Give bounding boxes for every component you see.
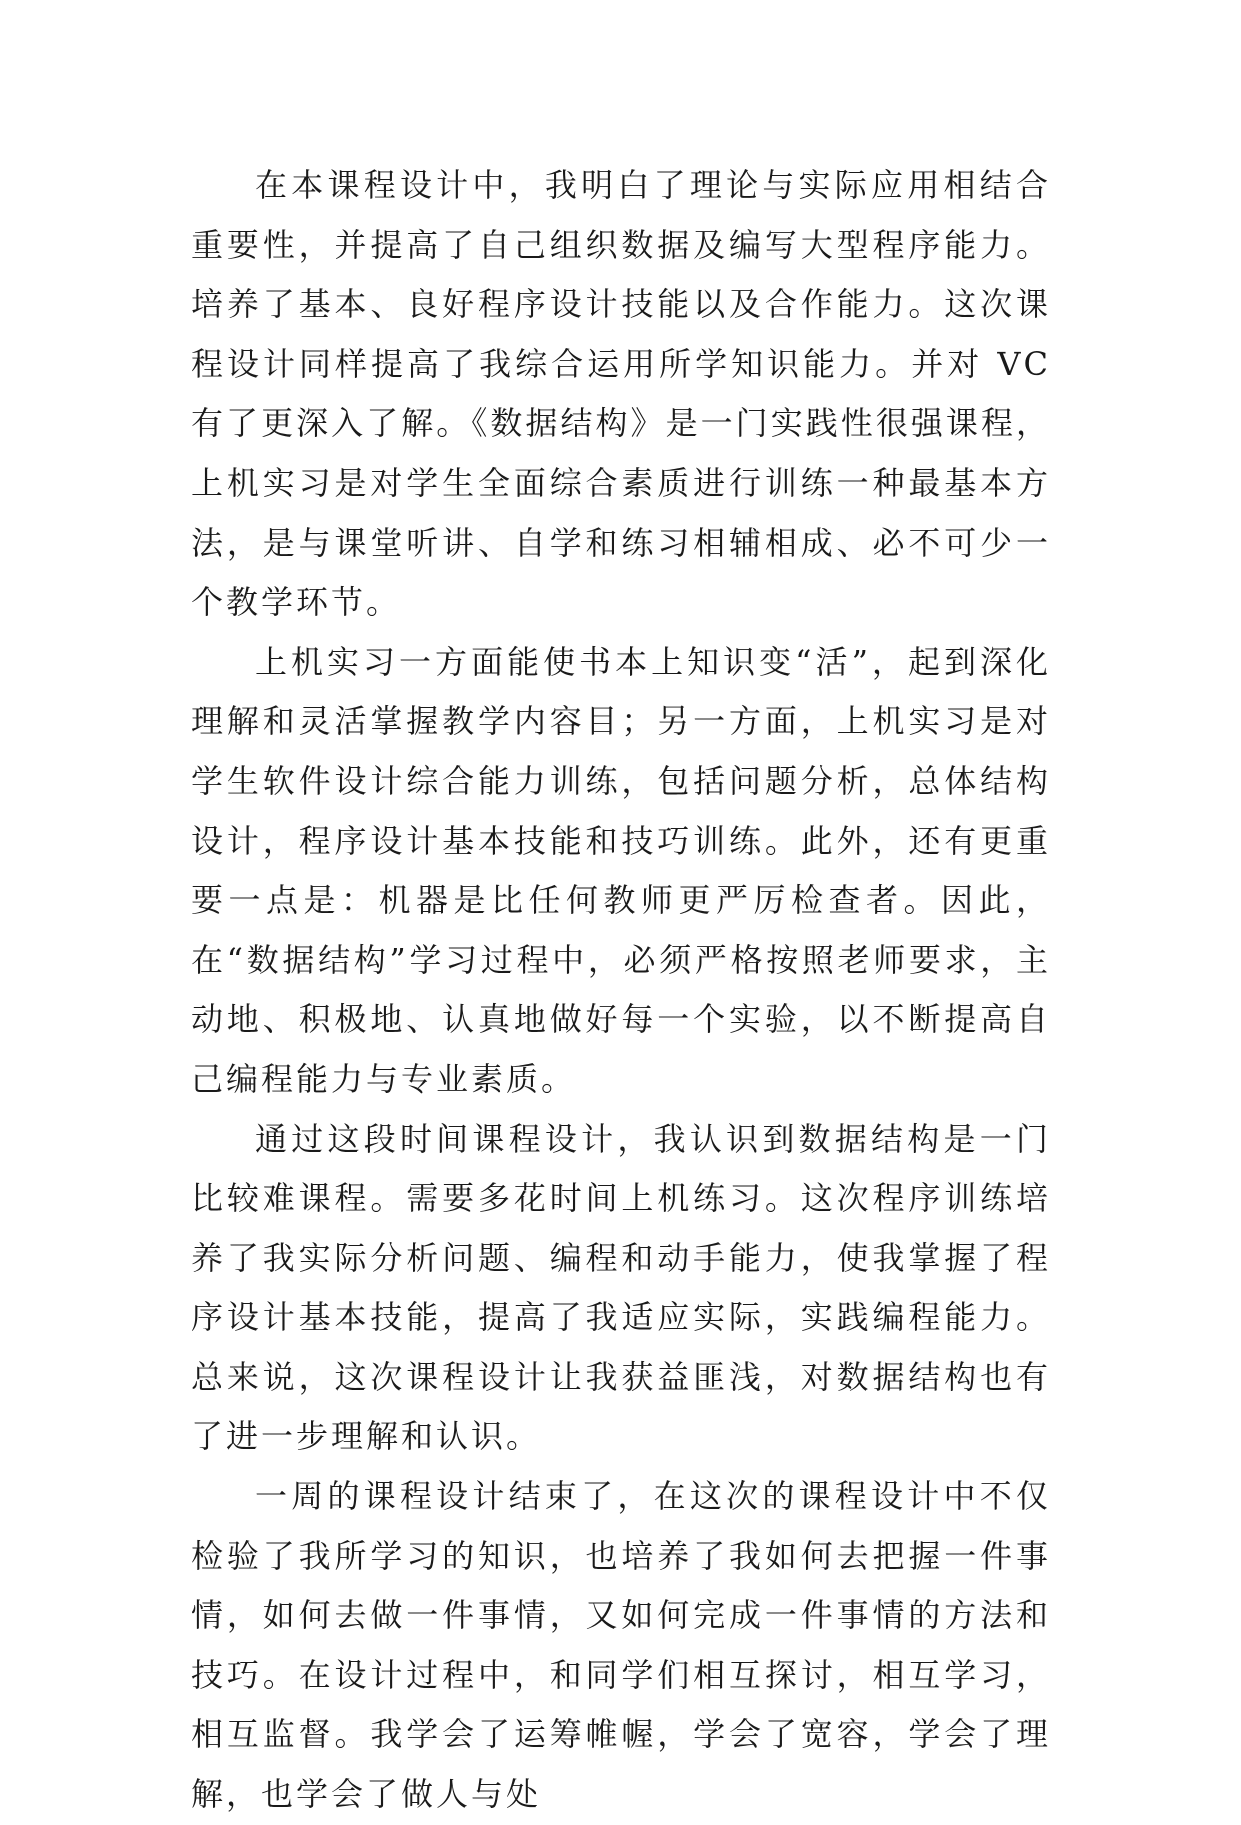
paragraph-3: 通过这段时间课程设计，我认识到数据结构是一门比较难课程。需要多花时间上机练习。这次程序训练培养了我实际分析问题、编程和动手能力，使我掌握了程序设计基本技能，提高了我适应实际，实践编程能力。总来说，这次课程设计让我获益匪浅，对数据结构也有了进一步理解和认识。 bbox=[191, 1119, 1051, 1456]
document-body bbox=[191, 156, 1051, 1825]
paragraph-4: 一周的课程设计结束了，在这次的课程设计中不仅检验了我所学习的知识，也培养了我如何去把握一件事情，如何去做一件事情，又如何完成一件事情的方法和技巧。在设计过程中，和同学们相互探讨，相互学习，相互监督。我学会了运筹帷幄，学会了宽容，学会了理解，也学会了做人与处 bbox=[191, 1477, 1051, 1814]
paragraph-1: 在本课程设计中，我明白了理论与实际应用相结合重要性，并提高了自己组织数据及编写大型程序能力。培养了基本、良好程序设计技能以及合作能力。这次课程设计同样提高了我综合运用所学知识能力。并对 VC 有了更深入了解。《数据结构》是一门实践性很强课程，上机实习是对学生全面综合素质进行训练一种最基本方法，是与课堂听讲、自学和练习相辅相成、必不可少一个教学环节。 bbox=[191, 166, 1051, 622]
paragraph-2: 上机实习一方面能使书本上知识变“活”，起到深化理解和灵活掌握教学内容目；另一方面，上机实习是对学生软件设计综合能力训练，包括问题分析，总体结构设计，程序设计基本技能和技巧训练。此外，还有更重要一点是：机器是比任何教师更严厉检查者。因此，在“数据结构”学习过程中，必须严格按照老师要求，主动地、积极地、认真地做好每一个实验，以不断提高自己编程能力与专业素质。 bbox=[191, 642, 1051, 1098]
